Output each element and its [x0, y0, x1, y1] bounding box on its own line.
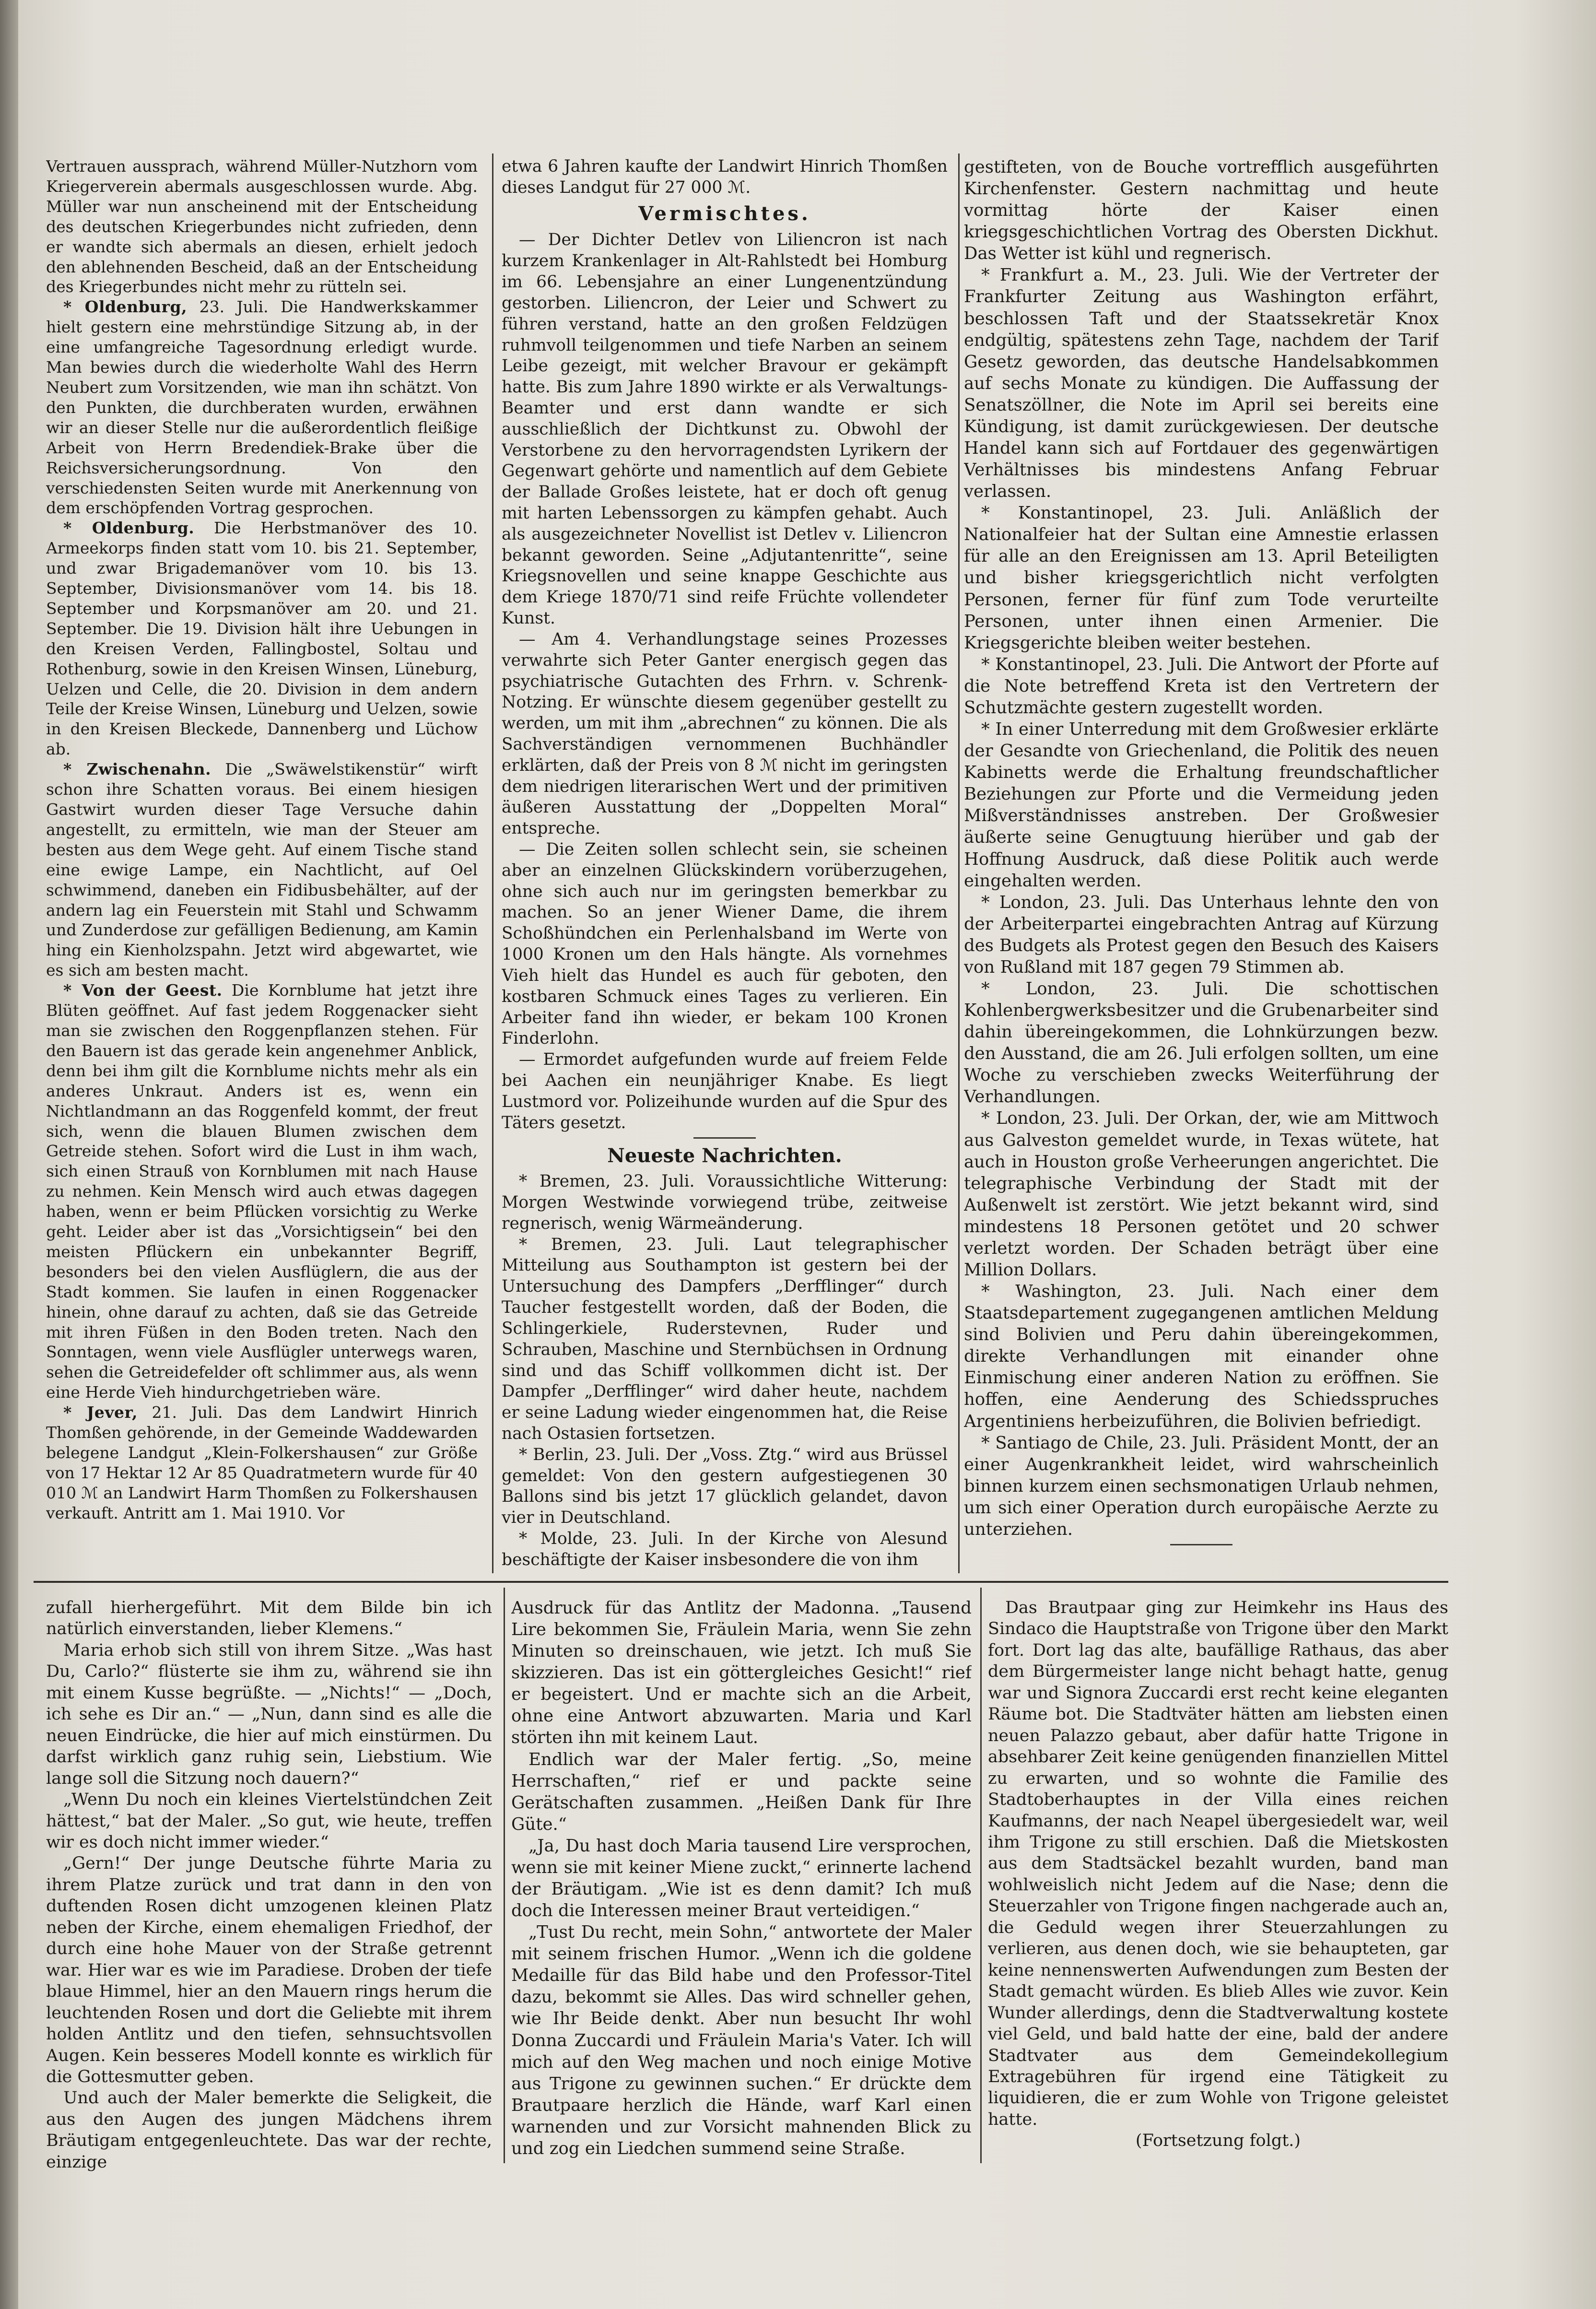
news-text: 21. Juli. Das dem Landwirt Hinrich Thomßen gehörende, in der Gemeinde Waddewarden belegene Landgut „Klein-Folkershausen“ zur Größe von 17 Hektar 12 Ar 85 Quadratmetern wurde für 40 010 ℳ an Landwirt Harm Thomßen zu Folkershausen verkauft. Antritt am 1. Mai 1910. Vor — [46, 1403, 478, 1522]
paragraph: — Ermordet aufgefunden wurde auf freiem Felde bei Aachen ein neunjähriger Knabe. Es liegt Lustmord vor. Polizeihunde wurden auf die Spur des Täters gesetzt. — [502, 1050, 948, 1132]
paragraph: Und auch der Maler bemerkte die Seligkeit, die aus den Augen des jungen Mädchens ihrem Bräutigam entgegenleuchtete. Das war der rechte, einzige — [46, 2088, 492, 2172]
paragraph: „Gern!“ Der junge Deutsche führte Maria zu ihrem Platze zurück und trat dann in den von duftenden Rosen dicht umzogenen kleinen Platz neben der Kirche, einem ehemaligen Friedhof, der durch eine hohe Mauer von der Straße getrennt war. Hier war es wie im Paradiese. Droben der tiefe blaue Himmel, hier an den Mauern rings herum die leuchtenden Rosen und dort die Geliebte mit ihrem holden Antlitz und den tiefen, sehnsuchtsvollen Augen. Kein besseres Modell konnte es wirklich für die Gottesmutter geben. — [46, 1854, 492, 2086]
paragraph: * Molde, 23. Juli. In der Kirche von Alesund beschäftigte der Kaiser insbesondere die von ihm — [502, 1529, 948, 1569]
page-edge-shadow — [0, 0, 18, 2309]
paragraph: * Berlin, 23. Juli. Der „Voss. Ztg.“ wird aus Brüssel gemeldet: Von den gestern aufgestiegenen 30 Ballons sind bis jetzt 17 glücklich gelandet, davon vier in Deutschland. — [502, 1445, 948, 1528]
paragraph: * London, 23. Juli. Der Orkan, der, wie am Mittwoch aus Galveston gemeldet wurde, in Texas wütete, hat auch in Houston große Verheerungen angerichtet. Die telegraphische Verbindung der Stadt mit der Außenwelt ist zerstört. Wie jetzt bekannt wird, sind mindestens 18 Personen getötet und 20 schwer verletzt worden. Der Schaden beträgt über eine Million Dollars. — [964, 1108, 1439, 1280]
dateline: * Von der Geest. — [63, 981, 223, 1000]
feuilleton-column-2 — [511, 1597, 972, 2178]
feuilleton-divider — [34, 1581, 1448, 1583]
paragraph: zufall hierhergeführt. Mit dem Bilde bin ich natürlich einverstanden, lieber Klemens.“ — [46, 1598, 492, 1639]
dateline: * Oldenburg. — [63, 518, 195, 538]
section-heading-vermischtes: Vermischtes. — [638, 202, 811, 225]
paragraph: * London, 23. Juli. Das Unterhaus lehnte den von der Arbeiterpartei eingebrachten Antrag auf Kürzung des Budgets als Protest gegen den Besuch des Kaisers von Rußland mit 187 gegen 79 Stimmen ab. — [964, 892, 1439, 977]
news-text: Die Kornblume hat jetzt ihre Blüten geöffnet. Auf fast jedem Roggenacker sieht man sie zwischen den Roggenpflanzen stehen. Für den Bauern ist das gerade kein angenehmer Anblick, denn bei ihm gilt die Kornblume nichts mehr als ein anderes Unkraut. Anders ist es, wenn ein Nichtlandmann an das Roggenfeld kommt, der freut sich, wenn die blauen Blumen zwischen dem Getreide stehen. Sofort wird die Lust in ihm wach, sich einen Strauß von Kornblumen mit nach Hause zu nehmen. Kein Mensch wird auch etwas dagegen haben, wenn er beim Pflücken vorsichtig zu Werke geht. Leider aber ist das „Vorsichtigsein“ bei den meisten Pflückern ein unbekannter Begriff, besonders bei den vielen Ausflüglern, die aus der Stadt kommen. Sie laufen in einen Roggenacker hinein, ohne darauf zu achten, daß sie das Getreide mit ihren Füßen in den Boden treten. Nach den Sonntagen, wenn viele Ausflügler unterwegs waren, sehen die Getreidefelder oft schlimmer aus, als wenn eine Herde Vieh hindurchgetrieben wäre. — [46, 981, 478, 1402]
news-item — [46, 1402, 478, 1523]
paragraph: „Wenn Du noch ein kleines Viertelstündchen Zeit hättest,“ bat der Maler. „So gut, wie heute, treffen wir es doch nicht immer wieder.“ — [46, 1790, 492, 1852]
paragraph: Endlich war der Maler fertig. „So, meine Herrschaften,“ rief er und packte seine Gerätschaften zusammen. „Heißen Dank für Ihre Güte.“ — [511, 1749, 972, 1834]
paragraph: etwa 6 Jahren kaufte der Landwirt Hinrich Thomßen dieses Landgut für 27 000 ℳ. — [502, 157, 948, 197]
dateline: * Jever, — [63, 1403, 138, 1422]
paragraph: „Tust Du recht, mein Sohn,“ antwortete der Maler mit seinem frischen Humor. „Wenn ich die goldene Medaille für das Bild habe und den Professor-Titel dazu, bekommt sie Alles. Das wird schneller gehen, wie Ihr Beide denkt. Aber nun besucht Ihr wohl Donna Zuccardi und Fräulein Maria's Vater. Ich will mich auf den Weg machen und noch einige Motive aus Trigone zu gewinnen suchen.“ Er drückte dem Brautpaare herzlich die Hände, warf Karl einen warnenden und zur Vorsicht mahnenden Blick zu und zog ein Liedchen summend seine Straße. — [511, 1922, 972, 2158]
column-divider — [504, 1588, 505, 2163]
news-item — [46, 759, 478, 980]
news-item — [46, 518, 478, 759]
paragraph: * Washington, 23. Juli. Nach einer dem Staatsdepartement zugegangenen amtlichen Meldung sind Bolivien und Peru dahin übereingekommen, direkte Verhandlungen mit einander ohne Einmischung einer anderen Nation zu eröffnen. Sie hoffen, eine Aenderung des Schiedsspruches Argentiniens herbeizuführen, die Bolivien befriedigt. — [964, 1282, 1439, 1431]
paragraph: „Ja, Du hast doch Maria tausend Lire versprochen, wenn sie mit keiner Miene zuckt,“ erinnerte lachend der Bräutigam. „Wie ist es denn damit? Ich muß doch die Interessen meiner Braut verteidigen.“ — [511, 1836, 972, 1921]
news-item — [46, 980, 478, 1402]
section-separator — [1170, 1544, 1232, 1545]
news-column-3 — [964, 156, 1439, 1576]
paragraph: Maria erhob sich still von ihrem Sitze. „Was hast Du, Carlo?“ flüsterte sie ihm zu, während sie ihn mit einem Kusse begrüßte. — „Nichts!“ — „Doch, ich sehe es Dir an.“ — „Nun, dann sind es alle die neuen Eindrücke, die hier auf mich einstürmen. Du darfst wirklich ganz ruhig sein, Liebstium. Wie lange soll die Sitzung noch dauern?“ — [46, 1640, 492, 1788]
paragraph: Ausdruck für das Antlitz der Madonna. „Tausend Lire bekommen Sie, Fräulein Maria, wenn Sie zehn Minuten so dreinschauen, wie jetzt. Ich muß Sie skizzieren. Das ist ein göttergleiches Gesicht!“ rief er begeistert. Und er machte sich an die Arbeit, ohne eine Antwort abzuwarten. Maria und Karl störten ihn mit keinem Laut. — [511, 1598, 972, 1748]
paragraph: * Santiago de Chile, 23. Juli. Präsident Montt, der an einer Augenkrankheit leidet, wird wahrscheinlich binnen kurzem einen sechsmonatigen Urlaub nehmen, um sich einer Operation durch europäische Aerzte zu unterziehen. — [964, 1433, 1439, 1539]
paragraph: * Bremen, 23. Juli. Laut telegraphischer Mitteilung aus Southampton ist gestern bei der Untersuchung des Dampfers „Derfflinger“ durch Taucher festgestellt worden, daß der Boden, die Schlingerkiele, Ruderstevnen, Ruder und Schrauben, Maschine und Sternbüchsen in Ordnung sind und das Schiff vollkommen dicht ist. Der Dampfer „Derfflinger“ wird daher heute, nachdem er seine Ladung wieder eingenommen hat, die Reise nach Ostasien fortsetzen. — [502, 1235, 948, 1443]
paragraph: * In einer Unterredung mit dem Großwesier erklärte der Gesandte von Griechenland, die Politik des neuen Kabinetts werde die Erhaltung freundschaftlicher Beziehungen zur Pforte und die Vermeidung jeden Mißverständnisses anstreben. Der Großwesier äußerte seine Genugtuung hierüber und gab der Hoffnung Ausdruck, daß diese Politik auch werde eingehalten werden. — [964, 719, 1439, 891]
news-column-2 — [502, 156, 948, 1576]
dateline: * Oldenburg, — [63, 297, 188, 317]
paragraph: Das Brautpaar ging zur Heimkehr ins Haus des Sindaco die Hauptstraße von Trigone über den Markt fort. Dort lag das alte, baufällige Rathaus, das aber dem Bürgermeister lange nicht behagt hatte, genug war und Signora Zuccardi erst recht keine eleganten Räume bot. Die Stadtväter hätten am liebsten einen neuen Palazzo gebaut, aber dafür hatte Trigone in absehbarer Zeit keine genügenden finanziellen Mittel zu erwarten, und so wohnte die Familie des Stadtoberhauptes in der Villa eines reichen Kaufmanns, der nach Neapel übergesiedelt war, weil ihm Trigone zu still erschien. Daß die Mietskosten aus dem Stadtsäckel bezahlt wurden, band man wohlweislich nicht Jedem auf die Nase; denn die Steuerzahler von Trigone fingen nachgerade auch an, die Geduld wegen ihrer Steuerzahlungen zu verlieren, aus denen doch, wie sie behaupteten, gar keine nennenswerten Aufwendungen zum Besten der Stadt gemacht würden. Es blieb Alles wie zuvor. Kein Wunder allerdings, denn die Stadtverwaltung kostete viel Geld, und bald hatte der eine, bald der andere Stadtvater aus dem Gemeindekollegium Extragebühren für irgend eine Tätigkeit zu liquidieren, die er zum Wohle von Trigone geleistet hatte. — [988, 1598, 1448, 2129]
continuation-note: (Fortsetzung folgt.) — [1135, 2131, 1301, 2151]
dateline: * Zwischenahn. — [63, 760, 211, 779]
column-divider — [980, 1588, 982, 2163]
paragraph: Vertrauen aussprach, während Müller-Nutzhorn vom Kriegerverein abermals ausgeschlossen wurde. Abg. Müller war nun anscheinend mit der Entscheidung des deutschen Kriegerbundes nicht zufrieden, denn er wandte sich abermals an diesen, erhielt jedoch den ablehnenden Bescheid, daß an der Entscheidung des Kriegerbundes nicht mehr zu rütteln sei. — [46, 157, 478, 296]
paragraph: * Konstantinopel, 23. Juli. Die Antwort der Pforte auf die Note betreffend Kreta ist den Vertretern der Schutzmächte gestern zugestellt worden. — [964, 654, 1439, 718]
news-column-1 — [46, 156, 478, 1576]
news-text: 23. Juli. Die Handwerkskammer hielt gestern eine mehrstündige Sitzung ab, in der eine umfangreiche Tagesordnung erledigt wurde. Man bewies durch die wiederholte Wahl des Herrn Neubert zum Vorsitzenden, wie man ihn schätzt. Von den Punkten, die durchberaten wurden, erwähnen wir an dieser Stelle nur die außerordentlich fleißige Arbeit von Herrn Bredendiek-Brake über die Reichsversicherungsordnung. Von den verschiedensten Seiten wurde mit Anerkennung von dem erschöpfenden Vortrag gesprochen. — [46, 297, 478, 518]
paragraph: * Bremen, 23. Juli. Voraussichtliche Witterung: Morgen Westwinde vorwiegend trübe, zeitweise regnerisch, wenig Wärmeänderung. — [502, 1172, 948, 1233]
paragraph: — Der Dichter Detlev von Liliencron ist nach kurzem Krankenlager in Alt-Rahlstedt bei Homburg im 66. Lebensjahre an einer Lungenentzündung gestorben. Liliencron, der Leier und Schwert zu führen verstand, hatte an den großen Feldzügen ruhmvoll teilgenommen und tiefe Narben an seinem Leibe gezeigt, mit welcher Bravour er gekämpft hatte. Bis zum Jahre 1890 wirkte er als Verwaltungs-Beamter und erst dann wandte er sich ausschließlich der Dichtkunst zu. Obwohl der Verstorbene zu den hervorragendsten Lyrikern der Gegenwart gehörte und namentlich auf dem Gebiete der Ballade Großes leistete, hat er doch oft genug mit harten Lebenssorgen zu kämpfen gehabt. Auch als ausgezeichneter Novellist ist Detlev v. Liliencron bekannt geworden. Seine „Adjutantenritte“, seine Kriegsnovellen und seine knappe Geschichte aus dem Kriege 1870/71 sind reife Früchte vollendeter Kunst. — [502, 230, 948, 628]
column-divider — [492, 153, 493, 1573]
paragraph: * Konstantinopel, 23. Juli. Anläßlich der Nationalfeier hat der Sultan eine Amnestie erlassen für alle an den Ereignissen am 13. April Beteiligten und bisher kriegsgerichtlich nicht verfolgten Personen, ferner für fünf zum Tode verurteilte Personen, unter ihnen einen Armenier. Die Kriegsgerichte bleiben weiter bestehen. — [964, 503, 1439, 653]
column-divider — [958, 153, 960, 1573]
news-text: Die „Swäwelstikenstür“ wirft schon ihre Schatten voraus. Bei einem hiesigen Gastwirt wurden dieser Tage Versuche dahin angestellt, zu ermitteln, wie man der Steuer am besten aus dem Wege geht. Auf einem Tische stand eine ewige Lampe, ein Nachtlicht, auf Oel schwimmend, daneben ein Fidibusbehälter, auf der andern lag ein Feuerstein mit Stahl und Schwamm und Zunderdose zur gefälligen Bedienung, am Kamin hing ein Kienholzspahn. Jetzt wird abgewartet, wie es sich am besten macht. — [46, 760, 478, 980]
feuilleton-column-1 — [46, 1597, 492, 2178]
paragraph: * Frankfurt a. M., 23. Juli. Wie der Vertreter der Frankfurter Zeitung aus Washington erfährt, beschlossen Taft und der Staatssekretär Knox endgültig, spätestens zehn Tage, nachdem der Tarif Gesetz geworden, das deutsche Handelsabkommen auf sechs Monate zu kündigen. Die Auffassung der Senatszöllner, die Note im April sei bereits eine Kündigung, ist damit zurückgewiesen. Der deutsche Handel kann sich auf Fortdauer des gegenwärtigen Verhältnisses bis mindestens Anfang Februar verlassen. — [964, 265, 1439, 502]
paragraph: — Am 4. Verhandlungstage seines Prozesses verwahrte sich Peter Ganter energisch gegen das psychiatrische Gutachten des Frhrn. v. Schrenk-Notzing. Er wünschte diesem gegenüber gestellt zu werden, um mit ihm „abrechnen“ zu können. Die als Sachverständigen vernommenen Buchhändler erklärten, daß der Preis von 8 ℳ nicht im geringsten dem niedrigen literarischen Wert und der primitiven äußeren Ausstattung der „Doppelten Moral“ entspreche. — [502, 629, 948, 838]
paragraph: * London, 23. Juli. Die schottischen Kohlenbergwerksbesitzer und die Grubenarbeiter sind dahin übereingekommen, die Lohnkürzungen bezw. den Ausstand, die am 26. Juli erfolgen sollten, um eine Woche zu verschieben zwecks Weiterführung der Verhandlungen. — [964, 978, 1439, 1107]
paragraph: — Die Zeiten sollen schlecht sein, sie scheinen aber an einzelnen Glückskindern vorüberzugehen, ohne sich auch nur im geringsten bemerkbar zu machen. So an jener Wiener Dame, die ihrem Schoßhündchen ein Perlenhalsband im Werte von 1000 Kronen um den Hals hängte. Als vornehmes Vieh hielt das Hundel es auch für geboten, den kostbaren Schmuck eines Tages zu verlieren. Ein Arbeiter fand ihn wieder, er bekam 100 Kronen Finderlohn. — [502, 840, 948, 1048]
news-text: Die Herbstmanöver des 10. Armeekorps finden statt vom 10. bis 21. September, und zwar Brigademanöver vom 10. bis 13. September, Divisionsmanöver vom 14. bis 18. September und Korpsmanöver am 20. und 21. September. Die 19. Division hält ihre Uebungen in den Kreisen Verden, Fallingbostel, Soltau und Rothenburg, sowie in den Kreisen Winsen, Lüneburg, Uelzen und Celle, die 20. Division in dem andern Teile der Kreise Winsen, Lüneburg und Uelzen, sowie in den Kreisen Bleckede, Dannenberg und Lüchow ab. — [46, 518, 478, 759]
section-heading-neueste-nachrichten: Neueste Nachrichten. — [607, 1144, 842, 1167]
section-separator — [693, 1137, 756, 1139]
paragraph: gestifteten, von de Bouche vortrefflich ausgeführten Kirchenfenster. Gestern nachmittag und heute vormittag hörte der Kaiser einen kriegsgeschichtlichen Vortrag des Obersten Dickhut. Das Wetter ist kühl und regnerisch. — [964, 157, 1439, 264]
news-item — [46, 297, 478, 518]
feuilleton-column-3 — [988, 1597, 1448, 2178]
